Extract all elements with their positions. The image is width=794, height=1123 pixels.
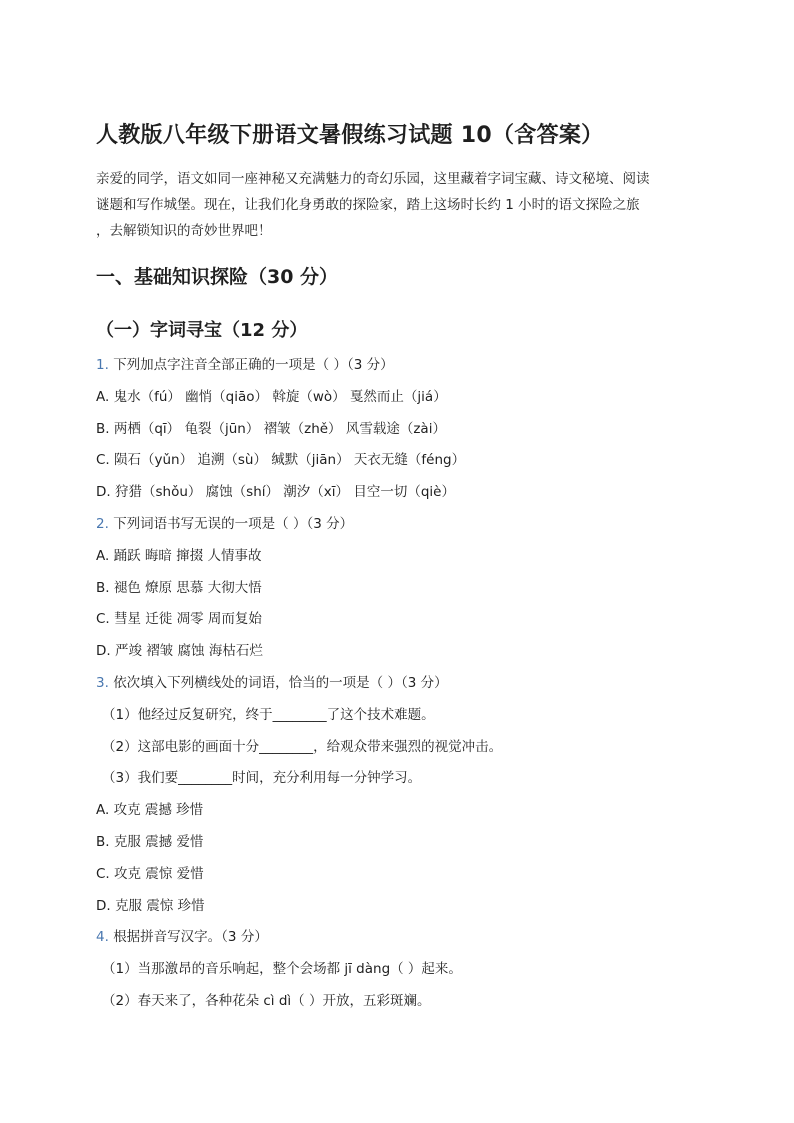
option-d: D. 狩猎（shǒu） 腐蚀（shí） 潮汐（xī） 目空一切（qiè） xyxy=(96,484,455,501)
question-number: 1. xyxy=(96,357,109,373)
option-c: C. 攻克 震惊 爱惜 xyxy=(96,865,204,882)
pinyin-item: （1）当那激昂的音乐响起，整个会场都 jī dàng（ ）起来。 xyxy=(102,961,462,978)
question-text: 依次填入下列横线处的词语，恰当的一项是（ ）（3 分） xyxy=(113,674,448,691)
document-title: 人教版八年级下册语文暑假练习试题 10（含答案） xyxy=(96,123,604,148)
pinyin-item: （2）春天来了，各种花朵 cì dì（ ）开放，五彩斑斓。 xyxy=(102,992,431,1009)
question-number: 2. xyxy=(96,515,109,532)
fill-blank-item: （1）他经过反复研究，终于________了这个技术难题。 xyxy=(102,706,435,723)
section-heading: 一、基础知识探险（30 分） xyxy=(96,266,339,288)
option-a: A. 鬼水（fú） 幽悄（qiāo） 斡旋（wò） 戛然而止（jiá） xyxy=(96,388,447,405)
option-a: A. 踊跃 晦暗 撺掇 人情事故 xyxy=(96,547,262,564)
option-b: B. 两栖（qī） 龟裂（jūn） 褶皱（zhě） 风雪载途（zài） xyxy=(96,420,446,437)
question-text: 下列词语书写无误的一项是（ ）（3 分） xyxy=(113,515,354,532)
option-b: B. 克服 震撼 爱惜 xyxy=(96,833,204,850)
question-number: 3. xyxy=(96,674,109,691)
question-text: 下列加点字注音全部正确的一项是（ ）（3 分） xyxy=(113,357,394,373)
option-b: B. 褪色 燎原 思慕 大彻大悟 xyxy=(96,579,262,596)
intro-line: 谜题和写作城堡。现在，让我们化身勇敢的探险家，踏上这场时长约 1 小时的语文探险之旅 xyxy=(96,197,640,213)
option-d: D. 严竣 褶皱 腐蚀 海枯石烂 xyxy=(96,643,263,660)
question-number: 4. xyxy=(96,929,109,946)
question-3-stem xyxy=(96,672,716,704)
intro-paragraph xyxy=(96,166,708,244)
question-1-stem xyxy=(96,354,716,386)
fill-blank-item: （3）我们要________时间，充分利用每一分钟学习。 xyxy=(102,770,422,787)
option-c: C. 彗星 迁徙 凋零 周而复始 xyxy=(96,611,262,628)
question-2-stem xyxy=(96,513,716,545)
intro-line: ，去解锁知识的奇妙世界吧！ xyxy=(96,223,272,239)
question-list xyxy=(96,354,716,1022)
intro-line: 亲爱的同学，语文如同一座神秘又充满魅力的奇幻乐园，这里藏着字词宝藏、诗文秘境、阅读 xyxy=(96,171,650,187)
option-d: D. 克服 震惊 珍惜 xyxy=(96,897,205,914)
question-text: 根据拼音写汉字。（3 分） xyxy=(113,929,268,946)
question-4-stem xyxy=(96,926,716,958)
option-c: C. 陨石（yǔn） 追溯（sù） 缄默（jiān） 天衣无缝（féng） xyxy=(96,452,466,469)
subsection-heading: （一）字词寻宝（12 分） xyxy=(96,320,308,341)
fill-blank-item: （2）这部电影的画面十分________，给观众带来强烈的视觉冲击。 xyxy=(102,738,503,755)
option-a: A. 攻克 震撼 珍惜 xyxy=(96,802,204,819)
